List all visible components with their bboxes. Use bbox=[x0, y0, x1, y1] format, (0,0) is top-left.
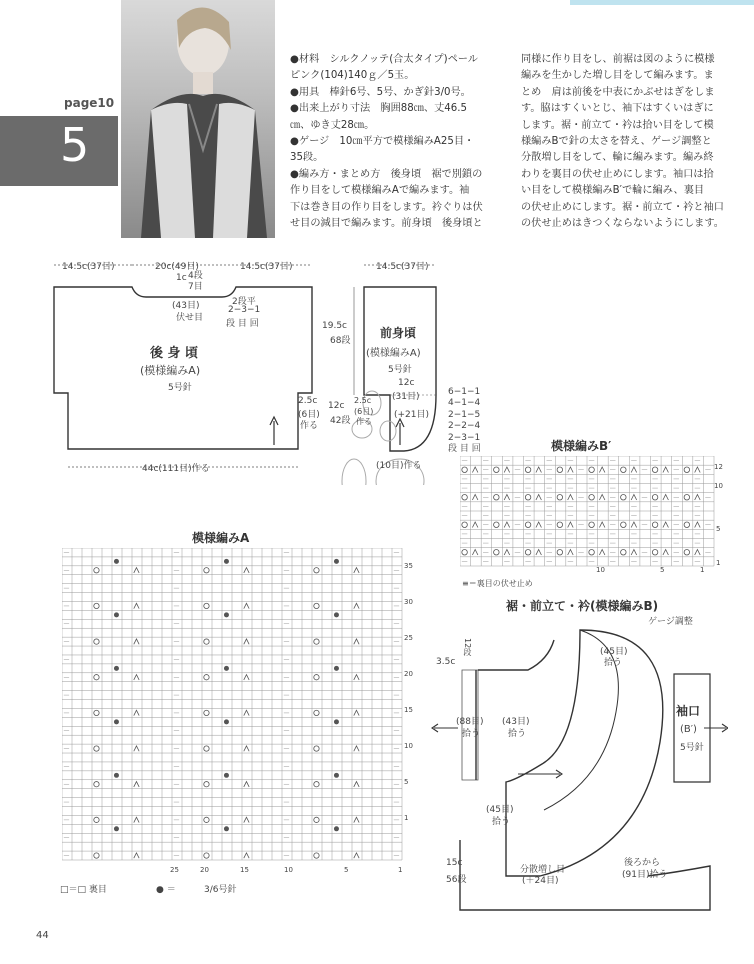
yarn-over-symbol bbox=[204, 853, 209, 858]
bobble-symbol bbox=[334, 612, 339, 617]
bindoff-label: 伏せ目 bbox=[176, 313, 204, 323]
decrease-symbol bbox=[631, 550, 637, 556]
text-line: 下は巻き目の作り目をします。衿ぐりは伏 bbox=[290, 201, 483, 213]
instructions-column-1 bbox=[290, 52, 512, 232]
text-line: します。裾・前立て・衿は拾い目をして模 bbox=[521, 119, 714, 131]
yarn-over-symbol bbox=[525, 522, 531, 528]
text-line: ●ゲージ 10㎝平方で模様編みA25目・ bbox=[290, 136, 475, 148]
yarn-over-symbol bbox=[94, 746, 99, 751]
back-dim-right: 14.5c(37目) bbox=[240, 262, 293, 272]
yarn-over-symbol bbox=[94, 568, 99, 573]
text-line: 様編みBで針の太さを替え、ゲージ調整と bbox=[521, 136, 712, 148]
bobble-symbol bbox=[334, 666, 339, 671]
yarn-over-symbol bbox=[621, 495, 627, 501]
a-row-label: 10 bbox=[404, 742, 413, 750]
pattern-number-box bbox=[0, 116, 118, 186]
pattern-b-prime-title: 模様編みB′ bbox=[551, 439, 612, 453]
decrease-symbol bbox=[568, 522, 574, 528]
yarn-over-symbol bbox=[314, 782, 319, 787]
hem-title: 裾・前立て・衿(模様編みB) bbox=[506, 599, 659, 613]
decrease-symbol bbox=[568, 495, 574, 501]
decrease-symbol bbox=[472, 550, 478, 556]
yarn-over-symbol bbox=[462, 467, 468, 473]
decrease-symbol bbox=[354, 568, 359, 573]
b-row-label: 5 bbox=[716, 525, 721, 533]
yarn-over-symbol bbox=[557, 522, 563, 528]
hem-gauge: ゲージ調整 bbox=[648, 617, 693, 627]
decrease-symbol bbox=[631, 495, 637, 501]
cuff-title: 袖口 bbox=[676, 704, 701, 718]
decrease-symbol bbox=[244, 710, 249, 715]
yarn-over-symbol bbox=[94, 817, 99, 822]
hem-dist-inc: 分散増し目 bbox=[520, 865, 566, 875]
bobble-symbol bbox=[224, 612, 229, 617]
yarn-over-symbol bbox=[621, 550, 627, 556]
pattern-number: 5 bbox=[60, 118, 90, 172]
decrease-symbol bbox=[244, 568, 249, 573]
decrease-symbol bbox=[244, 746, 249, 751]
text-line: す。脇はすくいとじ、袖下はすくいはぎに bbox=[521, 103, 714, 115]
hem-pick-88-label: 拾う bbox=[462, 729, 481, 739]
pattern-a-chart bbox=[62, 548, 422, 870]
cuff-needle: 5号針 bbox=[680, 743, 704, 753]
yarn-over-symbol bbox=[94, 853, 99, 858]
decrease-symbol bbox=[472, 522, 478, 528]
text-line: 同様に作り目をし、前裾は図のように模様 bbox=[521, 54, 715, 65]
bobble-symbol bbox=[114, 719, 119, 724]
text-line: 35段。 bbox=[290, 152, 324, 164]
yarn-over-symbol bbox=[314, 853, 319, 858]
hem-pick-43-label: 拾う bbox=[508, 729, 527, 739]
yarn-over-symbol bbox=[204, 639, 209, 644]
back-dim-center: 20c(49目) bbox=[155, 262, 199, 272]
text-line: わりを裏目の伏せ止めにします。袖口は拾 bbox=[521, 168, 714, 180]
front-side-cm: 2.5c bbox=[354, 396, 372, 405]
yarn-over-symbol bbox=[525, 550, 531, 556]
decrease-symbol bbox=[134, 746, 139, 751]
bindoff-count: (43目) bbox=[172, 301, 200, 311]
yarn-over-symbol bbox=[494, 495, 500, 501]
dec-line-1: 2段平 bbox=[232, 297, 256, 307]
pattern-b-prime-legend: ≡＝裏目の伏せ止め bbox=[462, 579, 533, 588]
decrease-symbol bbox=[695, 495, 701, 501]
yarn-over-symbol bbox=[94, 710, 99, 715]
decrease-symbol bbox=[599, 495, 605, 501]
neck-rows: 4段 bbox=[188, 271, 203, 281]
text-line: ●材料 シルクノッテ(合太タイプ)ペール bbox=[290, 54, 478, 65]
bobble-symbol bbox=[334, 559, 339, 564]
decrease-symbol bbox=[599, 550, 605, 556]
text-line: 分散増し目をして、輪に編みます。編み終 bbox=[521, 152, 714, 164]
decrease-symbol bbox=[631, 522, 637, 528]
b-row-label: 12 bbox=[714, 463, 723, 471]
front-body-subtitle: (模様編みA) bbox=[366, 348, 421, 359]
yarn-over-symbol bbox=[589, 550, 595, 556]
b-row-label: 1 bbox=[716, 559, 721, 567]
neck-stitches: 7目 bbox=[188, 282, 203, 292]
hem-cm-35: 3.5c bbox=[436, 657, 456, 667]
yarn-over-symbol bbox=[314, 639, 319, 644]
yarn-over-symbol bbox=[684, 467, 690, 473]
decrease-symbol bbox=[244, 675, 249, 680]
decrease-symbol bbox=[134, 639, 139, 644]
decrease-symbol bbox=[244, 639, 249, 644]
decrease-symbol bbox=[134, 603, 139, 608]
a-col-label: 1 bbox=[398, 866, 403, 874]
decrease-symbol bbox=[536, 550, 542, 556]
decrease-symbol bbox=[663, 467, 669, 473]
decrease-symbol bbox=[134, 782, 139, 787]
yarn-over-symbol bbox=[462, 550, 468, 556]
text-line: ●用具 棒針6号、5号、かぎ針3/0号。 bbox=[290, 86, 471, 98]
cuff-sub: (B′) bbox=[680, 724, 697, 735]
decrease-symbol bbox=[695, 550, 701, 556]
a-col-label: 20 bbox=[200, 866, 209, 874]
decrease-symbol bbox=[354, 817, 359, 822]
bobble-symbol bbox=[224, 719, 229, 724]
text-line: せ目の減目で編みます。前身頃 後身頃と bbox=[290, 218, 483, 230]
back-body-title: 後 身 頃 bbox=[150, 346, 199, 361]
decrease-symbol bbox=[504, 550, 510, 556]
decrease-symbol bbox=[134, 853, 139, 858]
pattern-a-row-labels bbox=[404, 548, 413, 836]
decrease-symbol bbox=[695, 467, 701, 473]
bobble-symbol bbox=[114, 773, 119, 778]
a-col-label: 5 bbox=[344, 866, 349, 874]
yarn-over-symbol bbox=[525, 467, 531, 473]
decrease-symbol bbox=[536, 495, 542, 501]
a-row-label: 15 bbox=[404, 706, 413, 714]
decrease-symbol bbox=[244, 603, 249, 608]
yarn-over-symbol bbox=[462, 495, 468, 501]
a-row-label: 30 bbox=[404, 598, 413, 606]
decrease-symbol bbox=[354, 710, 359, 715]
yarn-over-symbol bbox=[684, 522, 690, 528]
decrease-symbol bbox=[354, 639, 359, 644]
decrease-symbol bbox=[354, 746, 359, 751]
decrease-symbol bbox=[536, 467, 542, 473]
yarn-over-symbol bbox=[652, 495, 658, 501]
decrease-symbol bbox=[568, 550, 574, 556]
yarn-over-symbol bbox=[589, 495, 595, 501]
inc-row: 2−3−1 bbox=[448, 432, 481, 443]
front-inc-table bbox=[448, 387, 481, 455]
pattern-a-legend-needle: 3/6号針 bbox=[204, 885, 237, 895]
yarn-over-symbol bbox=[204, 675, 209, 680]
inc-row: 6−1−1 bbox=[448, 387, 481, 397]
hem-cm-15: 15c bbox=[446, 858, 463, 868]
front-body-title: 前身頃 bbox=[380, 326, 417, 340]
decrease-symbol bbox=[663, 550, 669, 556]
a-col-label: 10 bbox=[284, 866, 293, 874]
hem-dist-inc-num: (＋24目) bbox=[522, 876, 559, 886]
yarn-over-symbol bbox=[314, 568, 319, 573]
yarn-over-symbol bbox=[204, 782, 209, 787]
hem-pick-45-top: (45目) bbox=[600, 647, 628, 657]
decrease-symbol bbox=[472, 495, 478, 501]
hem-pick-45-top-label: 拾う bbox=[604, 658, 623, 668]
yarn-over-symbol bbox=[494, 522, 500, 528]
decrease-symbol bbox=[472, 467, 478, 473]
decrease-symbol bbox=[134, 675, 139, 680]
decrease-symbol bbox=[354, 853, 359, 858]
yarn-over-symbol bbox=[621, 467, 627, 473]
yarn-over-symbol bbox=[204, 568, 209, 573]
hem-rows-56: 56段 bbox=[446, 875, 467, 885]
hem-pick-45-bottom: (45目) bbox=[486, 805, 514, 815]
yarn-over-symbol bbox=[652, 467, 658, 473]
decrease-symbol bbox=[354, 603, 359, 608]
decrease-symbol bbox=[354, 782, 359, 787]
front-height-rows: 68段 bbox=[330, 336, 351, 346]
a-row-label: 20 bbox=[404, 670, 413, 678]
front-top-dim: 14.5c(37目) bbox=[376, 262, 429, 272]
decrease-symbol bbox=[134, 710, 139, 715]
decrease-symbol bbox=[134, 568, 139, 573]
b-col-label: 10 bbox=[596, 566, 605, 574]
hem-pick-88: (88目) bbox=[456, 717, 484, 727]
pattern-a-legend-bobble: ● ＝ bbox=[156, 885, 176, 895]
decrease-symbol bbox=[134, 817, 139, 822]
front-body-needle: 5号針 bbox=[388, 365, 412, 375]
yarn-over-symbol bbox=[204, 746, 209, 751]
inc-row: 段 目 回 bbox=[448, 444, 481, 455]
yarn-over-symbol bbox=[204, 710, 209, 715]
yarn-over-symbol bbox=[652, 550, 658, 556]
yarn-over-symbol bbox=[494, 550, 500, 556]
page-reference: page10 bbox=[64, 96, 115, 110]
decrease-symbol bbox=[504, 522, 510, 528]
decrease-symbol bbox=[244, 817, 249, 822]
text-line: ●出来上がり寸法 胸囲88㎝、丈46.5 bbox=[290, 103, 467, 115]
a-row-label: 25 bbox=[404, 634, 413, 642]
back-side-cm: 2.5c bbox=[298, 396, 318, 406]
inc-row: 4−1−4 bbox=[448, 398, 481, 409]
decrease-symbol bbox=[599, 467, 605, 473]
b-col-label: 5 bbox=[660, 566, 665, 574]
yarn-over-symbol bbox=[557, 550, 563, 556]
yarn-over-symbol bbox=[494, 467, 500, 473]
bobble-symbol bbox=[114, 612, 119, 617]
front-height-cm: 19.5c bbox=[322, 321, 347, 331]
a-col-label: 15 bbox=[240, 866, 249, 874]
yarn-over-symbol bbox=[557, 495, 563, 501]
decrease-symbol bbox=[663, 522, 669, 528]
text-line: 編みを生かした増し目をして編みます。ま bbox=[521, 70, 714, 82]
bobble-symbol bbox=[224, 666, 229, 671]
decrease-symbol bbox=[568, 467, 574, 473]
yarn-over-symbol bbox=[589, 522, 595, 528]
neck-depth: 1c bbox=[176, 273, 187, 283]
decrease-symbol bbox=[695, 522, 701, 528]
bobble-symbol bbox=[224, 826, 229, 831]
bobble-symbol bbox=[224, 559, 229, 564]
yarn-over-symbol bbox=[314, 603, 319, 608]
yarn-over-symbol bbox=[314, 710, 319, 715]
bobble-symbol bbox=[334, 826, 339, 831]
front-width-cm: 12c bbox=[398, 378, 415, 388]
back-bottom-dim: 44c(111目)作る bbox=[142, 464, 210, 474]
hem-pick-91: (91目)拾う bbox=[622, 870, 668, 880]
decrease-symbol bbox=[504, 467, 510, 473]
decrease-symbol bbox=[244, 853, 249, 858]
text-line: の伏せ止めにします。裾・前立て・衿と袖口 bbox=[521, 201, 724, 213]
text-line: ピンク(104)140ｇ／5玉。 bbox=[290, 70, 415, 82]
decrease-symbol bbox=[631, 467, 637, 473]
front-lower-rows: 42段 bbox=[330, 416, 351, 426]
pattern-b-prime-chart bbox=[460, 456, 730, 580]
yarn-over-symbol bbox=[684, 550, 690, 556]
front-lower-cm: 12c bbox=[328, 401, 345, 411]
bobble-symbol bbox=[334, 773, 339, 778]
text-line: とめ 肩は前後を中表にかぶせはぎをしま bbox=[521, 86, 715, 98]
hem-pick-45-bottom-label: 拾う bbox=[492, 817, 511, 827]
text-line: ●編み方・まとめ方 後身頃 裾で別鎖の bbox=[290, 168, 483, 180]
hem-diagram bbox=[428, 610, 728, 920]
back-side-make: 作る bbox=[300, 421, 319, 431]
b-col-label: 1 bbox=[700, 566, 705, 574]
yarn-over-symbol bbox=[314, 817, 319, 822]
dec-line-2: 2−3−1 bbox=[228, 305, 261, 315]
text-line: 作り目をして模様編みAで編みます。袖 bbox=[290, 185, 470, 197]
bobble-symbol bbox=[114, 826, 119, 831]
bobble-symbol bbox=[224, 773, 229, 778]
bobble-symbol bbox=[114, 559, 119, 564]
a-row-label: 1 bbox=[404, 814, 409, 822]
yarn-over-symbol bbox=[525, 495, 531, 501]
pattern-a-legend-purl: □＝□ 裏目 bbox=[60, 885, 107, 895]
yarn-over-symbol bbox=[94, 639, 99, 644]
front-width-st: (31目) bbox=[392, 392, 420, 402]
yarn-over-symbol bbox=[204, 603, 209, 608]
yarn-over-symbol bbox=[589, 467, 595, 473]
decrease-symbol bbox=[354, 675, 359, 680]
decrease-symbol bbox=[244, 782, 249, 787]
text-line: ㎝、ゆき丈28㎝。 bbox=[290, 119, 375, 131]
hem-back-from: 後ろから bbox=[624, 858, 661, 868]
decrease-symbol bbox=[504, 495, 510, 501]
b-row-label: 10 bbox=[714, 482, 723, 490]
front-side-make: 作る bbox=[356, 417, 372, 426]
yarn-over-symbol bbox=[94, 603, 99, 608]
yarn-over-symbol bbox=[314, 675, 319, 680]
decrease-symbol bbox=[663, 495, 669, 501]
yarn-over-symbol bbox=[314, 746, 319, 751]
yarn-over-symbol bbox=[204, 817, 209, 822]
top-accent-bar bbox=[570, 0, 754, 5]
decrease-symbol bbox=[536, 522, 542, 528]
back-body-subtitle: (模様編みA) bbox=[140, 364, 201, 377]
a-row-label: 35 bbox=[404, 562, 413, 570]
page-number: 44 bbox=[36, 930, 49, 941]
a-col-label: 25 bbox=[170, 866, 179, 874]
yarn-over-symbol bbox=[557, 467, 563, 473]
text-line: の伏せ止めはきつくならないようにします。 bbox=[521, 218, 724, 230]
model-photo bbox=[121, 0, 275, 238]
yarn-over-symbol bbox=[462, 522, 468, 528]
text-line: い目をして模様編みB′で輪に編み、裏目 bbox=[521, 185, 705, 197]
yarn-over-symbol bbox=[652, 522, 658, 528]
back-body-needle: 5号針 bbox=[168, 383, 192, 393]
front-increase: (+21目) bbox=[394, 410, 430, 420]
a-row-label: 5 bbox=[404, 778, 409, 786]
inc-row: 2−1−5 bbox=[448, 409, 481, 420]
yarn-over-symbol bbox=[621, 522, 627, 528]
dec-line-3: 段 目 回 bbox=[226, 319, 259, 329]
yarn-over-symbol bbox=[684, 495, 690, 501]
instructions-column-2 bbox=[521, 52, 737, 232]
pattern-a-title: 模様編みA bbox=[192, 531, 250, 545]
yarn-over-symbol bbox=[94, 782, 99, 787]
yarn-over-symbol bbox=[94, 675, 99, 680]
front-base: (10目)作る bbox=[376, 461, 422, 471]
bobble-symbol bbox=[334, 719, 339, 724]
decrease-symbol bbox=[599, 522, 605, 528]
back-side-st: (6目) bbox=[298, 410, 320, 420]
inc-row: 2−2−4 bbox=[448, 421, 481, 432]
bobble-symbol bbox=[114, 666, 119, 671]
front-side-st: (6目) bbox=[354, 407, 374, 416]
hem-pick-43: (43目) bbox=[502, 717, 530, 727]
back-dim-left: 14.5c(37目) bbox=[62, 262, 115, 272]
hem-rows-12: 12段 bbox=[463, 638, 472, 657]
